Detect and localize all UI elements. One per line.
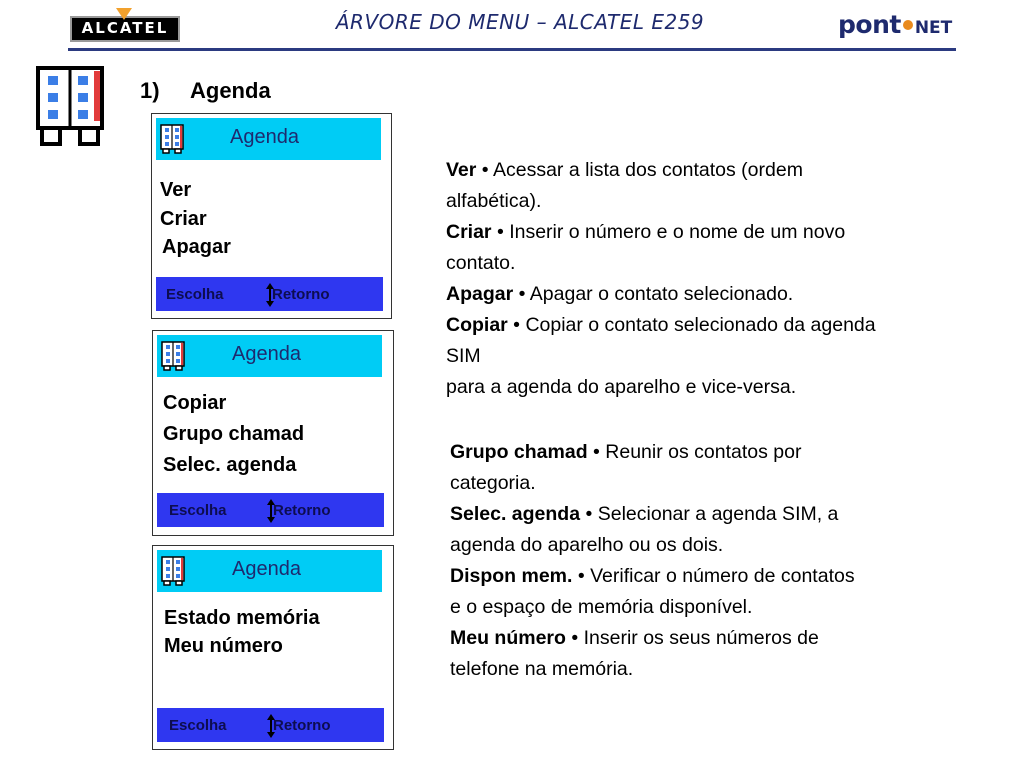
desc-text: Verificar o número de contatos (590, 565, 855, 587)
screen-header (156, 118, 381, 160)
escolha-softkey[interactable]: Escolha (166, 286, 224, 303)
desc-term: Copiar (446, 314, 508, 336)
desc-line (446, 155, 976, 186)
desc-term: Apagar (446, 283, 514, 305)
agenda-book-icon (36, 66, 104, 146)
retorno-softkey[interactable]: Retorno (272, 286, 330, 303)
desc-term: Grupo chamad (450, 441, 588, 463)
pontonet-logo (838, 10, 952, 40)
menu-item-ver[interactable]: Ver (160, 179, 192, 201)
retorno-softkey[interactable]: Retorno (273, 717, 331, 734)
desc-line: alfabética). (446, 190, 542, 212)
desc-line: e o espaço de memória disponível. (450, 596, 753, 618)
desc-line (450, 499, 970, 530)
desc-text: Acessar a lista dos contatos (ordem (492, 159, 803, 181)
desc-term: Ver (446, 159, 477, 181)
desc-separator: • (565, 627, 584, 649)
desc-separator: • (587, 441, 606, 463)
desc-line (450, 561, 970, 592)
description-group-1 (446, 155, 976, 403)
page-title: ÁRVORE DO MENU – ALCATEL E259 (335, 10, 705, 34)
desc-line: contato. (446, 252, 516, 274)
desc-line: categoria. (450, 472, 536, 494)
screen-title: Agenda (232, 558, 301, 580)
desc-text: Inserir os seus números de (583, 627, 819, 649)
escolha-softkey[interactable]: Escolha (169, 717, 227, 734)
pontonet-dot-icon (903, 20, 913, 30)
desc-line (450, 437, 970, 468)
alcatel-logo (70, 8, 180, 42)
desc-separator: • (476, 159, 493, 181)
agenda-mini-icon (160, 124, 184, 154)
phone-screen-3 (152, 545, 394, 750)
desc-line: SIM (446, 345, 481, 367)
screen-header (157, 550, 382, 592)
section-heading (140, 78, 271, 104)
menu-item-estado-memoria[interactable]: Estado memória (164, 607, 320, 629)
desc-separator: • (491, 221, 510, 243)
desc-text: Selecionar a agenda SIM, a (597, 503, 839, 525)
desc-line (446, 310, 976, 341)
screen-header (157, 335, 382, 377)
header-divider (68, 48, 956, 51)
desc-line: agenda do aparelho ou os dois. (450, 534, 724, 556)
desc-text: Reunir os contatos por (605, 441, 802, 463)
desc-separator: • (580, 503, 598, 525)
desc-term: Selec. agenda (450, 503, 581, 525)
menu-item-selec-agenda[interactable]: Selec. agenda (163, 454, 297, 476)
menu-item-apagar[interactable]: Apagar (162, 236, 231, 258)
section-number: 1) (140, 78, 160, 103)
pontonet-wordmark-b: NET (914, 18, 953, 38)
desc-separator: • (513, 283, 530, 305)
agenda-mini-icon (161, 556, 185, 586)
desc-separator: • (507, 314, 526, 336)
screen-title: Agenda (230, 126, 299, 148)
softkey-bar (157, 493, 384, 527)
softkey-bar (157, 708, 384, 742)
section-title: Agenda (190, 78, 271, 103)
desc-line: telefone na memória. (450, 658, 634, 680)
desc-term: Dispon mem. (450, 565, 573, 587)
menu-item-grupo-chamad[interactable]: Grupo chamad (163, 423, 305, 445)
alcatel-wordmark: ALCATEL (81, 19, 169, 37)
desc-term: Criar (446, 221, 492, 243)
description-group-2 (450, 437, 970, 685)
desc-text: Apagar o contato selecionado. (529, 283, 794, 305)
phone-screen-2 (152, 330, 394, 536)
menu-item-criar[interactable]: Criar (160, 208, 207, 230)
desc-separator: • (572, 565, 591, 587)
menu-item-copiar[interactable]: Copiar (163, 392, 227, 414)
screen-title: Agenda (232, 343, 301, 365)
retorno-softkey[interactable]: Retorno (273, 502, 331, 519)
menu-item-meu-numero[interactable]: Meu número (164, 635, 283, 657)
desc-line (450, 623, 970, 654)
desc-text: Inserir o número e o nome de um novo (509, 221, 846, 243)
phone-screen-1 (151, 113, 392, 319)
softkey-bar (156, 277, 383, 311)
desc-text: Copiar o contato selecionado da agenda (525, 314, 876, 336)
agenda-mini-icon (161, 341, 185, 371)
desc-term: Meu número (450, 627, 566, 649)
desc-line (446, 279, 976, 310)
desc-line: para a agenda do aparelho e vice-versa. (446, 376, 797, 398)
escolha-softkey[interactable]: Escolha (169, 502, 227, 519)
desc-line (446, 217, 976, 248)
pontonet-wordmark-a: pont (838, 10, 901, 39)
